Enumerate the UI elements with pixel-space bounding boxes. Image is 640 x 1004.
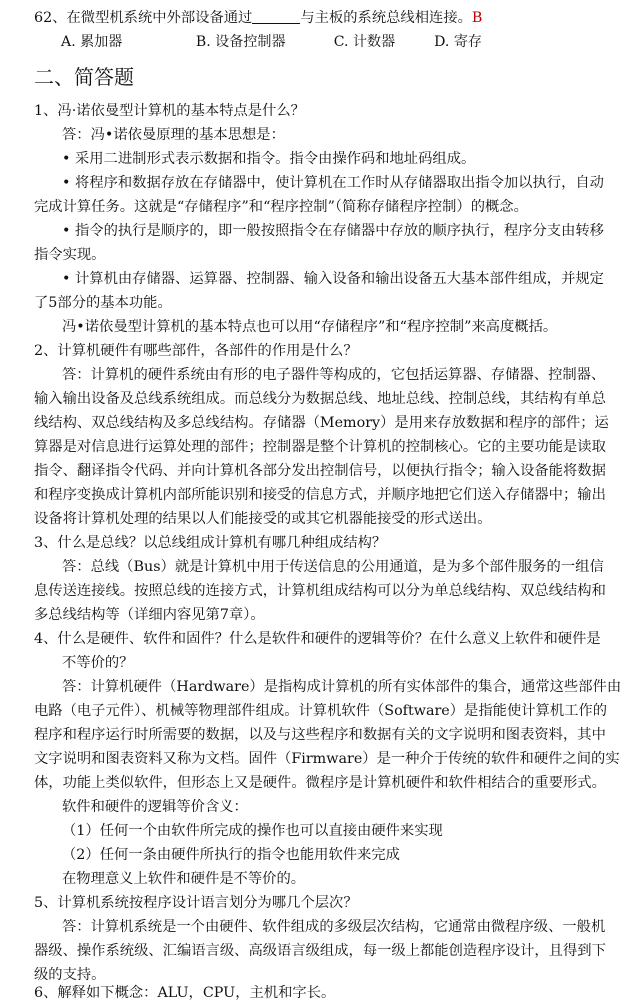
- question-1: 1、冯·诺依曼型计算机的基本特点是什么？: [34, 103, 305, 119]
- question-2: 2、计算机硬件有哪些部件，各部件的作用是什么？: [34, 343, 358, 359]
- list-item: （2）任何一条由硬件所执行的指令也能用软件来完成: [62, 847, 400, 863]
- option-d: D. 寄存: [434, 34, 483, 50]
- question-62-stem-before: 62、在微型机系统中外部设备通过: [34, 10, 253, 26]
- answer-text: 器级、操作系统级、汇编语言级、高级语言级组成，每一级上都能创造程序设计，且得到下: [34, 943, 606, 959]
- answer-text: 电路（电子元件）、机械等物理部件组成。计算机软件（Software）是指能使计算机工作的: [34, 703, 608, 719]
- answer-text: 程序和程序运行时所需要的数据，以及与这些程序和数据有关的文字说明和图表资料，其中: [34, 727, 606, 743]
- section-title: 二、简答题: [34, 65, 134, 89]
- answer-text: 在物理意义上软件和硬件是不等价的。: [62, 871, 306, 887]
- answer-text: 输入输出设备及总线系统组成。而总线分为数据总线、地址总线、控制总线，其结构有单总: [34, 391, 606, 407]
- answer-text: 冯•诺依曼型计算机的基本特点也可以用“存储程序”和“程序控制”来高度概括。: [62, 319, 558, 335]
- answer-text: 答：计算机硬件（Hardware）是指构成计算机的所有实体部件的集合，通常这些部件由: [62, 679, 622, 695]
- question-5: 5、计算机系统按程序设计语言划分为哪几个层次？: [34, 895, 358, 911]
- answer-text: • 计算机由存储器、运算器、控制器、输入设备和输出设备五大基本部件组成，并规定: [62, 271, 604, 287]
- answer-text: 答：计算机系统是一个由硬件、软件组成的多级层次结构，它通常由微程序级、一般机: [62, 919, 606, 935]
- answer-text: 软件和硬件的逻辑等价含义：: [62, 799, 248, 815]
- answer-text: 体，功能上类似软件，但形态上又是硬件。微程序是计算机硬件和软件相结合的重要形式。: [34, 775, 606, 791]
- answer-text: 线结构、双总线结构及多总线结构。存储器（Memory）是用来存放数据和程序的部件；运: [34, 415, 609, 431]
- list-item: （1）任何一个由软件所完成的操作也可以直接由硬件来实现: [62, 823, 443, 839]
- question-62-stem-after: 与主板的系统总线相连接。: [300, 10, 472, 26]
- answer-text: 答：冯•诺依曼原理的基本思想是：: [62, 127, 285, 143]
- answer-text: 设备将计算机处理的结果以人们能接受的或其它机器能接受的形式送出。: [34, 511, 492, 527]
- answer-text: • 指令的执行是顺序的，即一般按照指令在存储器中存放的顺序执行，程序分支由转移: [62, 223, 604, 239]
- answer-text: • 将程序和数据存放在存储器中，使计算机在工作时从存储器取出指令加以执行，自动: [62, 175, 604, 191]
- answer-text: 答：总线（Bus）就是计算机中用于传送信息的公用通道，是为多个部件服务的一组信: [62, 559, 604, 575]
- answer-text: 指令、翻译指令代码、并向计算机各部分发出控制信号，以便执行指令；输入设备能将数据: [34, 463, 606, 479]
- option-b: B. 设备控制器: [195, 34, 286, 50]
- question-4-continued: 不等价的？: [62, 655, 134, 671]
- answer-text: 级的支持。: [34, 967, 106, 983]
- answer-text: • 采用二进制形式表示数据和指令。指令由操作码和地址码组成。: [62, 151, 476, 167]
- answer-text: 指令实现。: [34, 247, 106, 263]
- question-3: 3、什么是总线？以总线组成计算机有哪几种组成结构？: [34, 535, 387, 551]
- answer-text: 和程序变换成计算机内部所能识别和接受的信息方式，并顺序地把它们送入存储器中；输出: [34, 487, 606, 503]
- question-62-answer: B: [471, 10, 483, 26]
- question-4: 4、什么是硬件、软件和固件？什么是软件和硬件的逻辑等价？在什么意义上软件和硬件是: [34, 631, 601, 647]
- answer-text: 完成计算任务。这就是“存储程序”和“程序控制”（简称存储程序控制）的概念。: [34, 199, 528, 215]
- question-6: 6、解释如下概念：ALU，CPU，主机和字长。: [34, 985, 336, 1001]
- option-c: C. 计数器: [333, 34, 396, 50]
- answer-text: 算器是对信息进行运算处理的部件；控制器是整个计算机的控制核心。它的主要功能是读取: [34, 439, 606, 455]
- answer-text: 答：计算机的硬件系统由有形的电子器件等构成的，它包括运算器、存储器、控制器、: [62, 367, 606, 383]
- option-a: A. 累加器: [61, 34, 123, 50]
- answer-text: 文字说明和图表资料又称为文档。固件（Firmware）是一种介于传统的软件和硬件之间的实: [34, 751, 620, 767]
- question-62: [34, 7, 482, 29]
- answer-text: 多总线结构等（详细内容见第7章）。: [34, 607, 265, 623]
- answer-text: 了5部分的基本功能。: [34, 295, 172, 311]
- answer-blank: [252, 9, 300, 24]
- answer-text: 息传送连接线。按照总线的连接方式，计算机组成结构可以分为单总线结构、双总线结构和: [34, 583, 606, 599]
